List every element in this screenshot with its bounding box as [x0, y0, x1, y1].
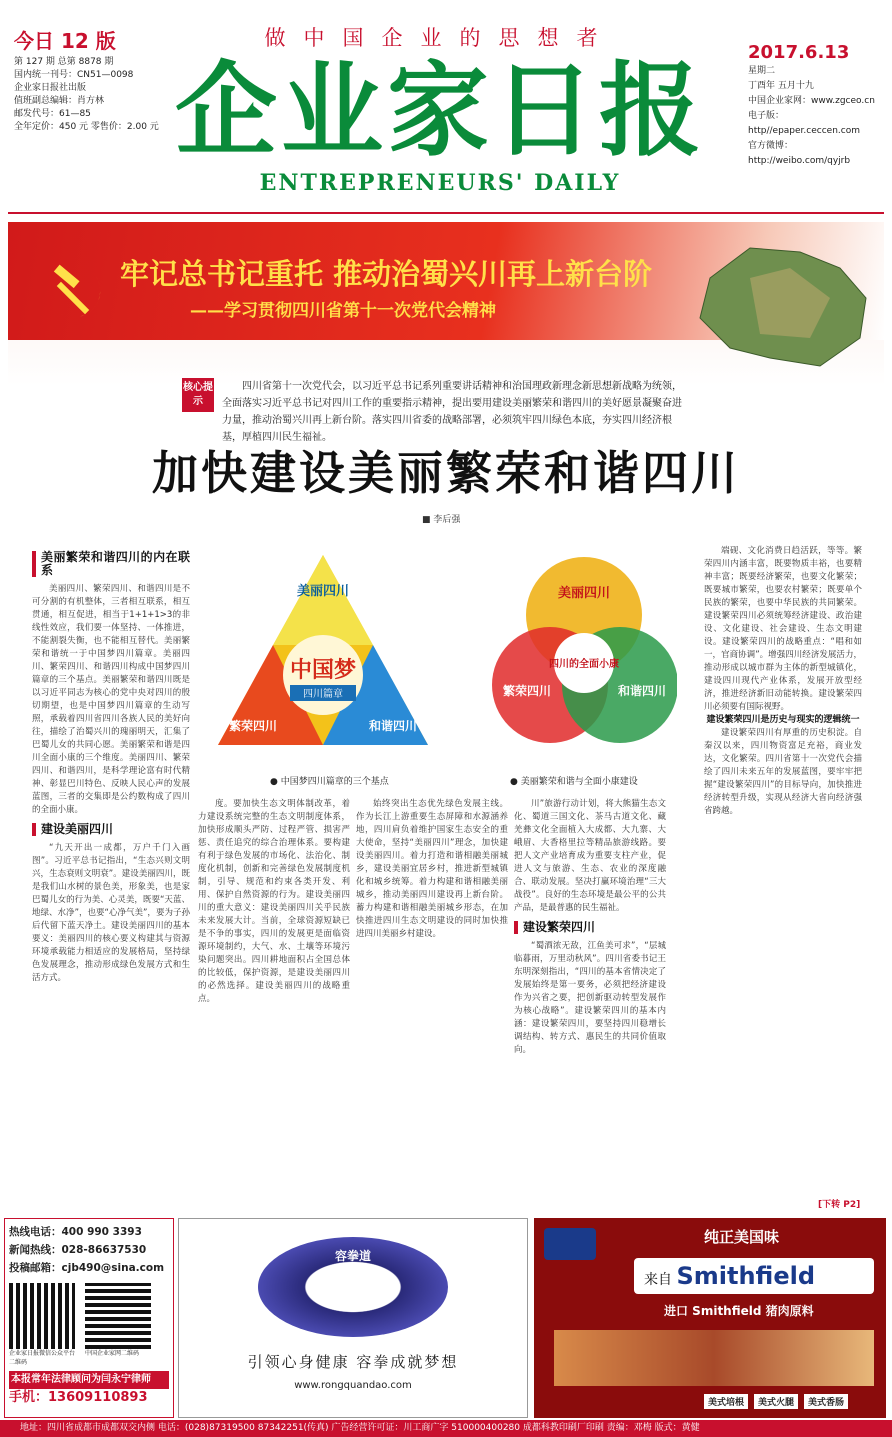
- issue-number: 第 127 期 总第 8878 期: [14, 57, 114, 67]
- fig1-caption: ● 中国梦四川篇章的三个基点: [270, 777, 389, 787]
- qr-code-icon[interactable]: [85, 1283, 151, 1349]
- column-text: 川”旅游行动计划，将大熊猫生态文化、蜀道三国文化、茶马古道文化、藏羌彝文化全面植入大成都、大九寨、大峨眉、大香格里拉等精品旅游线路。要把人文产业培育成为重要支柱产业，促进人文与旅游、生态、农业的深度融合、联动发展。坚决打赢环境治理“三大战役”。良好的生态环境是最公平的公共产品，是最普惠的民生福祉。: [514, 799, 666, 913]
- column-text: “蜀酒浓无敌，江鱼美可求”，“层城临暮雨，万里动秋风”。四川省委书记王东明深刻指出，“四川的基本省情决定了发展始终是第一要务，必须把经济建设作为兴省之要，把创新驱动转型发展作为核心战略”。建设繁荣四川的基本内涵：建设繁荣四川，要坚持四川稳增长调结构、转方式、惠民生的共同价值取向。: [514, 941, 666, 1055]
- legal-advisor: 本报常年法律顾问为闫永宁律师: [9, 1371, 169, 1389]
- lunar-date: 丁酉年 五月十九: [748, 81, 814, 91]
- epaper-link[interactable]: 电子版：http//epaper.ceccen.com: [748, 111, 860, 136]
- continued-link[interactable]: [下转 P2]: [818, 1200, 861, 1210]
- smithfield-ad: [534, 1218, 886, 1418]
- smithfield-headline: 纯正美国味: [704, 1228, 780, 1246]
- banner-subtitle: ——学习贯彻四川省第十一次党代会精神: [190, 301, 496, 321]
- weekday: 星期二: [748, 66, 776, 76]
- website-link[interactable]: 中国企业家网：www.zgceo.cn: [748, 96, 875, 106]
- duty-editor: 值班副总编辑：肖方林: [14, 96, 105, 106]
- qr2-label: 中国企业家网二维码: [85, 1350, 140, 1357]
- smithfield-product: 美式培根: [704, 1394, 748, 1409]
- qr-code-icon[interactable]: [9, 1283, 75, 1349]
- submission-email[interactable]: 投稿邮箱：cjb490@sina.com: [9, 1262, 165, 1274]
- footer: 地址：四川省成都市成都双交内侧 电话：(028)87319500 87342251(传真) 广告经营许可证：川工商广字 510000400280 成都科教印刷厂印刷 责编：邓梅 版式：黄健: [0, 1420, 892, 1437]
- smithfield-product: 美式香肠: [804, 1394, 848, 1409]
- fig2-center-label: 四川的全面小康: [549, 659, 619, 670]
- hammer-sickle-icon: [40, 258, 110, 328]
- smithfield-product-image: [554, 1330, 874, 1386]
- today-edition: 今日 12 版: [14, 29, 116, 53]
- masthead-right-info: [748, 42, 888, 169]
- smithfield-product: 美式火腿: [754, 1394, 798, 1409]
- section-heading: 建设繁荣四川: [514, 921, 666, 934]
- qr1-label: 企业家日报微信公众平台二维码: [9, 1350, 76, 1366]
- sichuan-map-image: [690, 238, 876, 378]
- rongquandao-url[interactable]: www.rongquandao.com: [294, 1380, 412, 1391]
- masthead: [160, 22, 720, 196]
- postal-code: 邮发代号：61—85: [14, 109, 91, 119]
- masthead-divider: [8, 212, 884, 214]
- fig2-top-label: 美丽四川: [557, 586, 611, 601]
- price: 全年定价：450 元 零售价：2.00 元: [14, 122, 159, 132]
- fig2-caption: ● 美丽繁荣和谐与全面小康建设: [510, 777, 638, 787]
- figure-xiaokang-venn: [492, 545, 677, 763]
- banner-title: 牢记总书记重托 推动治蜀兴川再上新台阶: [120, 257, 653, 291]
- fig1-left-label: 繁荣四川: [228, 719, 278, 733]
- fig2-left-label: 繁荣四川: [502, 684, 552, 698]
- rongquandao-slogan: 引领心身健康 容拳成就梦想: [247, 1353, 459, 1371]
- column-text: “九天开出一成都，万户千门入画图”。习近平总书记指出，“生态兴则文明兴，生态衰则文明衰”。建设美丽四川，既是我们山水树的景色美，形象美，也是家巴蜀儿女的行为美、心灵美，既要“天蓝、地绿、水净”，也要“心净气美”，要为子孙后代留下蓝天净土。建设美丽四川的基本要义：美丽四川的核心要义构建其与资源环境承载能力相适应的发展格局，坚持绿色发展理念，推动形成绿色发展方式和生活方式。: [32, 843, 190, 983]
- section-heading: 美丽繁荣和谐四川的内在联系: [32, 551, 190, 577]
- article-headline: 加快建设美丽繁荣和谐四川: [152, 446, 740, 500]
- fig1-center-label: 中国梦: [289, 658, 357, 683]
- smithfield-brand: Smithfield: [676, 1262, 816, 1290]
- article-column-4: [514, 798, 666, 1210]
- masthead-left-info: [14, 28, 164, 134]
- article-column-1: [32, 545, 190, 1213]
- column-text: 端砚、文化消费日趋活跃，等等。繁荣四川内涵丰富，既要物质丰裕，也要精神丰富；既要经济繁荣，也要文化繁荣；既要城市繁荣，也要农村繁荣；既要单个民族的繁荣，也要中华民族的共同繁荣。建设繁荣四川必须统筹经济建设、政治建设、文化建设、社会建设、生态文明建设。建设繁荣四川的战略重点：“唱和如一，官商协调”。增强四川经济发展活力，推动形成以城市群为主体的新型城镇化，建设四川现代产业体系，发展开放型经济，推进经济新旧动能转换。建设繁荣四川必须要有国际视野。: [704, 546, 862, 712]
- cn-number: 国内统一刊号：CN51—0098: [14, 70, 134, 80]
- slogan: 做中国企业的思想者: [264, 26, 616, 50]
- newspaper-english-name: ENTREPRENEURS' DAILY: [259, 170, 621, 196]
- column-text: 美丽四川、繁荣四川、和谐四川是不可分割的有机整体，三者相互联系，相互贯通，相互促进，相当于1+1+1>3的非线性效应，我们要一体坚持、一体推进，不能割裂失衡，也不能相互替代。美丽繁荣和谐统一于中国梦四川篇章。美丽四川、繁荣四川、和谐四川构成中国梦四川篇章的三个基点。美丽繁荣和谐四川既是以习近平同志为核心的党中央对四川的殷切期望，也是中国梦四川篇章的生动写照，承载着四川省四川各族人民的美好向往，描绘了治蜀兴川的瑰丽明天，汇集了巴蜀儿女的共同心愿。美丽繁荣和谐是四川全面小康的三个维度。美丽四川、繁荣四川、和谐四川，是科学理论富有时代精神、彰显巴川特色、反映人民心声的发展蓝图，三者的交集即是公约数构成了四川的全面小康。: [32, 584, 190, 815]
- figure-china-dream-triangle: [198, 545, 448, 760]
- smithfield-sub: 进口 Smithfield 猪肉原料: [664, 1304, 814, 1318]
- core-tip-label: 核心提示: [182, 378, 214, 412]
- core-tip-text: 四川省第十一次党代会，以习近平总书记系列重要讲话精神和治国理政新理念新思想新战略为统领，全面落实习近平总书记对四川工作的重要指示精神，提出要用建设美丽繁荣和谐四川的美好愿景凝聚奋进力量，推动治蜀兴川再上新台阶。落实四川省委的战略部署，必须筑牢四川绿色本底，夯实四川经济根基，厚植四川民生福祉。: [222, 381, 682, 443]
- fig1-top-label: 美丽四川: [296, 584, 350, 599]
- fig1-right-label: 和谐四川: [368, 719, 418, 733]
- news-hotline: 新闻热线：028-86637530: [9, 1244, 147, 1256]
- newspaper-name: 企业家日报: [175, 51, 705, 171]
- fig1-center-sub: 四川篇章: [303, 689, 343, 700]
- publisher: 企业家日报社出版: [14, 83, 87, 93]
- smithfield-from: 来自: [644, 1272, 672, 1288]
- column-text: 度。要加快生态文明体制改革，着力建设系统完整的生态文明制度体系，加快形成顺头严防、过程严管、损害严惩、责任追究的综合治理体系。要构建有利于绿色发展的市场化、法治化、制度化机制，创新和完善绿色发展制度机制，引导、规范和约束各类开发、利用、保护自然资源的行为。建设美丽四川的重大意义：建设美丽四川关乎民族未来发展大计。当前，全球资源短缺已是不争的事实，四川的发展更是面临资源环境制约，大气、水、土壤等环境污染问题突出。四川耕地面积占全国总体的比较低，保护资源，是建设美丽四川的必然选择。建设美丽四川的战略重点。: [198, 799, 350, 1004]
- fig2-right-label: 和谐四川: [617, 684, 667, 698]
- advisor-phone: 手机：13609110893: [9, 1390, 148, 1405]
- smithfield-product-list: [704, 1394, 848, 1409]
- article-author: ■ 李后强: [422, 515, 461, 525]
- section-subheading: 建设繁荣四川是历史与现实的逻辑统一: [706, 715, 860, 725]
- rongquandao-ad: [178, 1218, 528, 1418]
- smithfield-from-box: [634, 1258, 874, 1294]
- ad-area: [4, 1218, 888, 1420]
- smithfield-badge-icon: [544, 1228, 596, 1260]
- column-text: 建设繁荣四川有厚重的历史积淀。自秦汉以来，四川物资富足充裕，商业发达，文化繁荣。四川省第十一次党代会描绘了四川未来五年的发展蓝图，要牢牢把握“建设繁荣四川”的目标导向，加快推进经济转型升级，实现从经济大省向经济强省跨越。: [704, 728, 862, 816]
- article-column-5: [704, 545, 862, 1197]
- contact-ad: [4, 1218, 174, 1418]
- section-heading: 建设美丽四川: [32, 823, 190, 836]
- article-column-3: [356, 798, 508, 1210]
- hotline: 热线电话：400 990 3393: [9, 1226, 142, 1238]
- rongquandao-name: 容拳道: [334, 1249, 371, 1263]
- weibo-link[interactable]: 官方微博：http://weibo.com/qyjrb: [748, 141, 851, 166]
- issue-date: 2017.6.13: [748, 42, 850, 63]
- article-column-2: [198, 798, 350, 1210]
- column-text: 始终突出生态优先绿色发展主线。作为长江上游重要生态屏障和水源涵养地，四川肩负着维护国家生态安全的重大使命，坚持“美丽四川”理念，加快建设美丽四川。着力打造和谐相融美丽城乡，建设美丽宜居乡村，推进新型城镇化和城乡统筹。着力构建和谐相融美丽城乡，推动美丽四川建设再上新台阶。蓄力构建和谐相融美丽城乡形态，在加快推进四川生态文明建设的同时加快推进四川美丽乡村建设。: [356, 799, 508, 939]
